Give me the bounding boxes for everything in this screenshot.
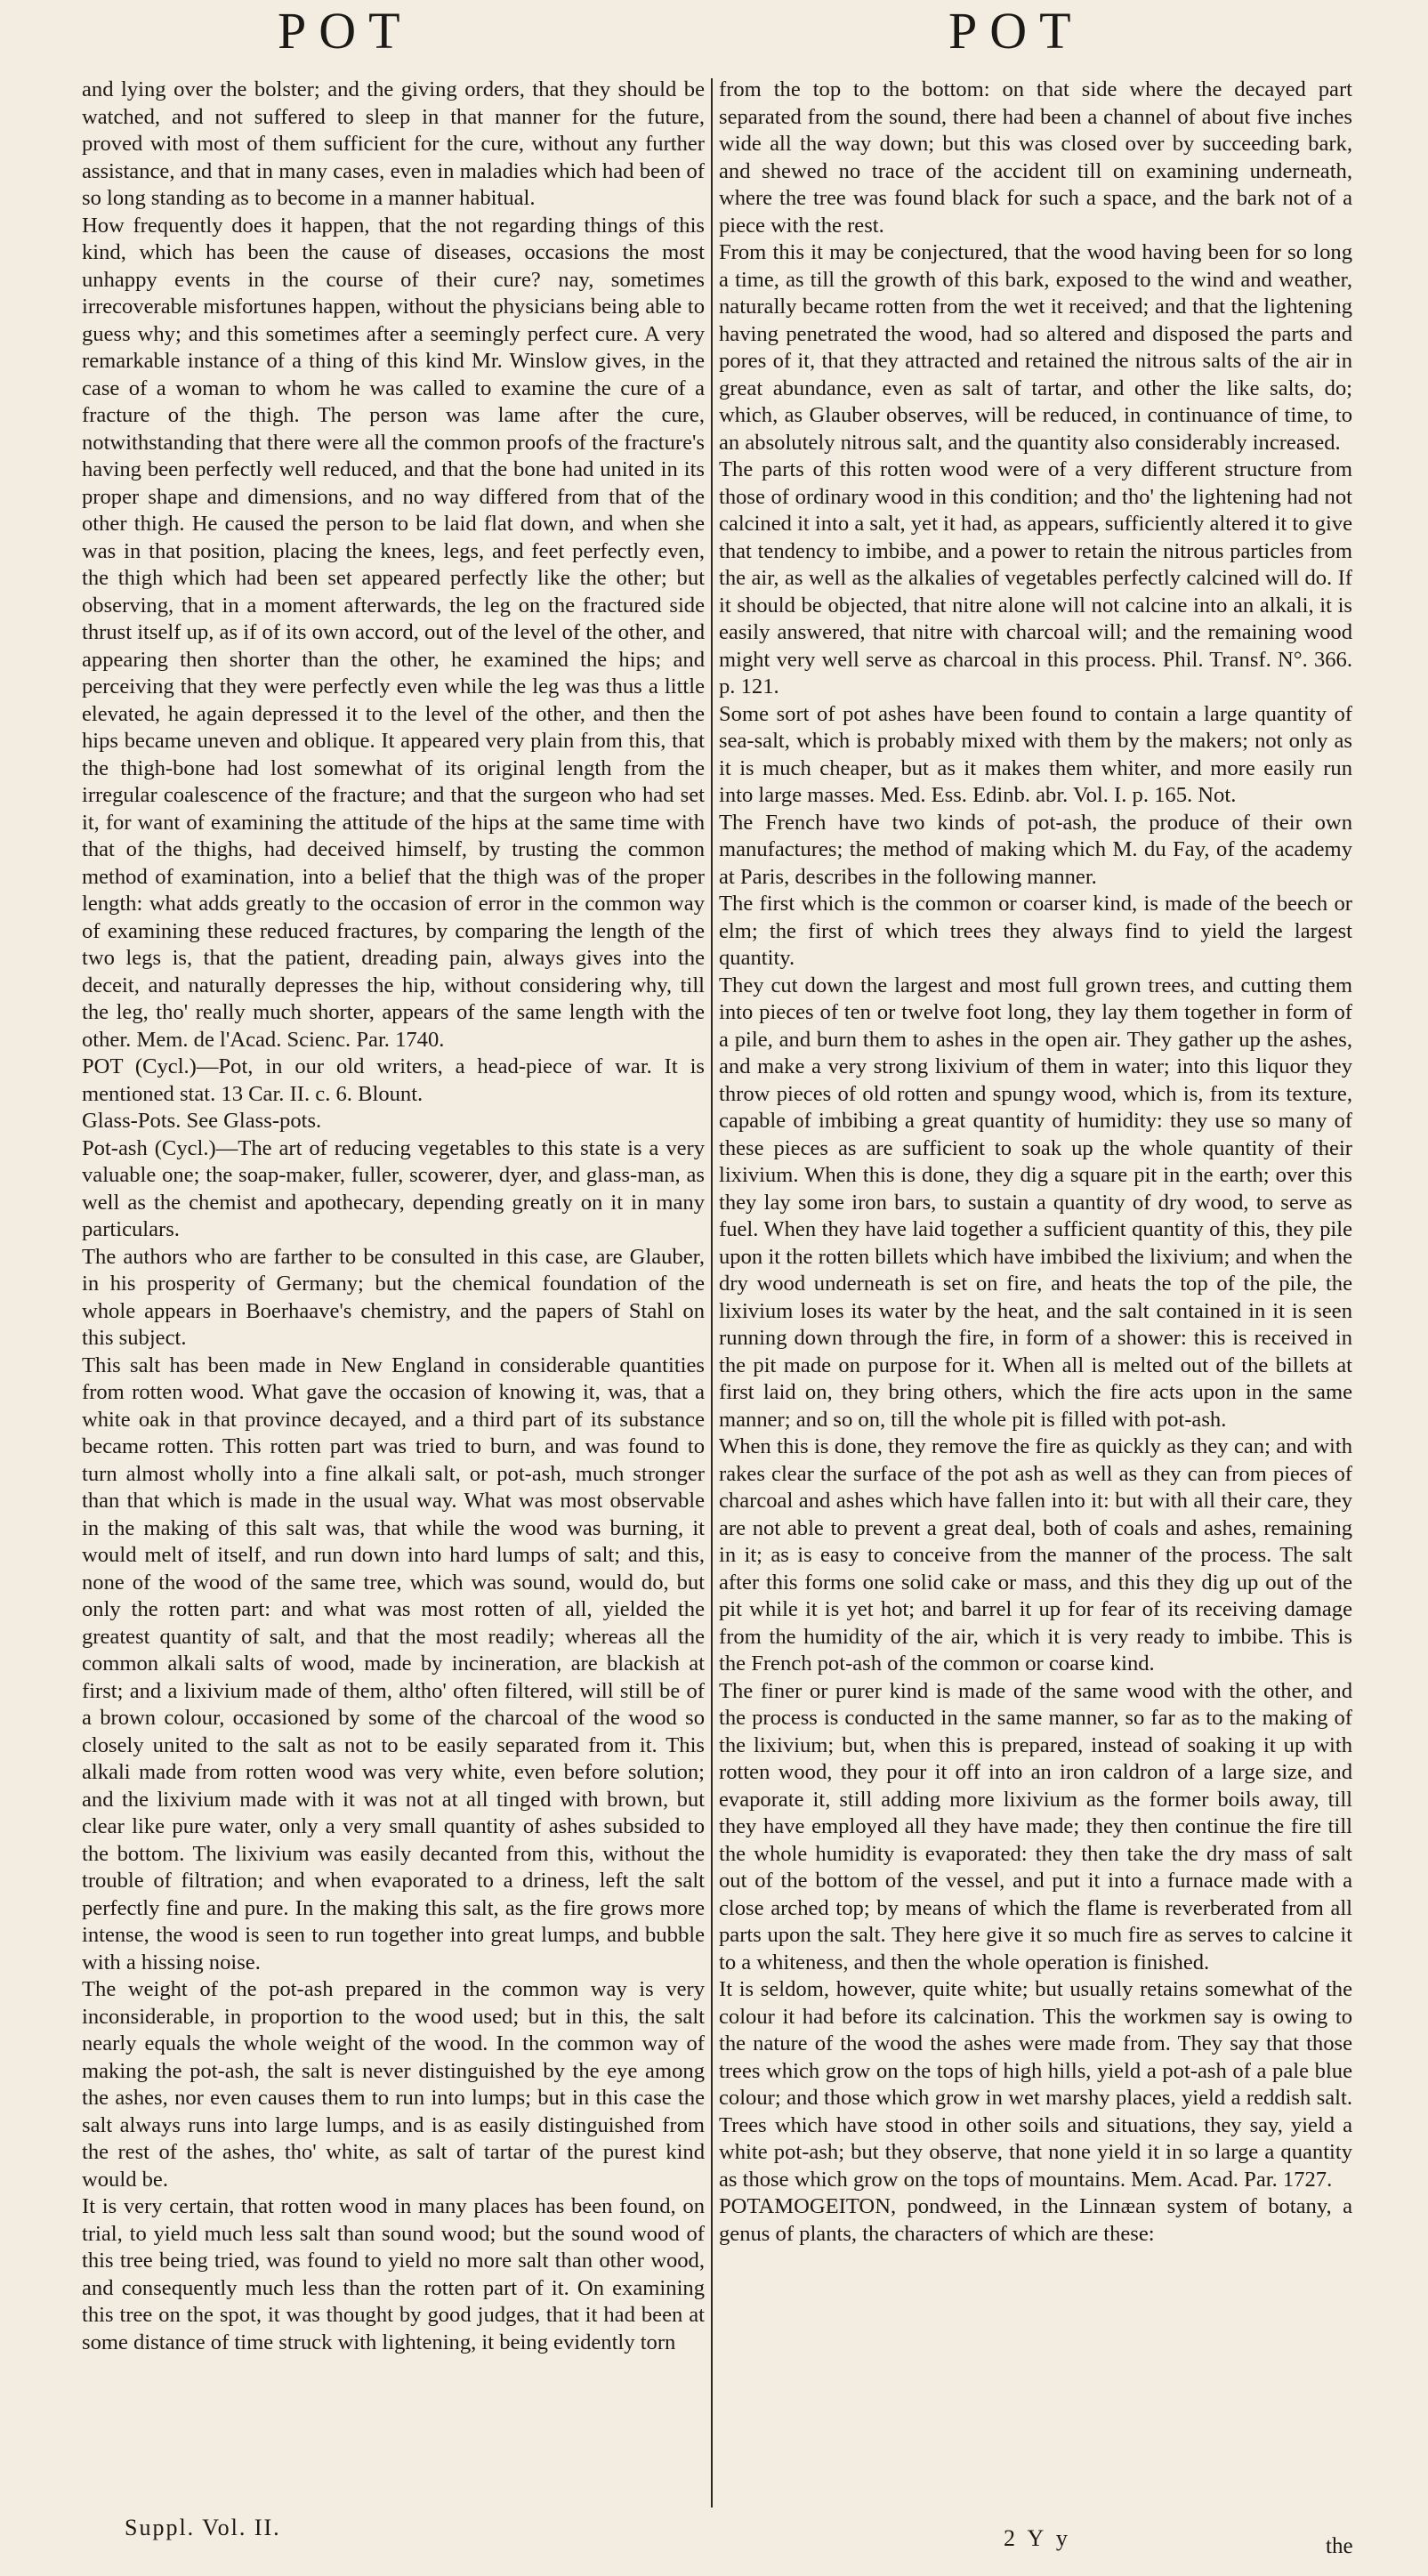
- paragraph: How frequently does it happen, that the not regarding things of this kind, which has been the cause of diseases, occasions the most unhappy events in the course of their cure? nay, sometimes irrecoverable misfortunes happen, without the physicians being able to guess why; and this sometimes after a seemingly perfect cure. A very remarkable instance of a thing of this kind Mr. Winslow gives, in the case of a woman to whom he was called to examine the cure of a fracture of the thigh. The person was lame after the cure, notwithstanding that there were all the common proofs of the fracture's having been perfectly well reduced, and that the bone had united in its proper shape and dimensions, and no way differed from that of the other thigh. He caused the person to be laid flat down, and when she was in that position, placing the knees, legs, and feet perfectly even, the thigh which had been set appeared perfectly like the other; but observing, that in a moment afterwards, the leg on the fractured side thrust itself up, as if of its own accord, out of the level of the other, and appearing then shorter than the other, he examined the hips; and perceiving that they were perfectly even while the leg was thus a little elevated, he again depressed it to the level of the other, and then the hips became uneven and oblique. It appeared very plain from this, that the thigh-bone had lost somewhat of its original length from the irregular coalescence of the fracture; and that the surgeon who had set it, for want of examining the attitude of the hips at the same time with that of the thighs, had deceived himself, by trusting the common method of examination, into a belief that the thigh was of the proper length: what adds greatly to the occasion of error in the common way of examining these reduced fractures, by comparing the length of the two legs is, that the patient, dreading pain, always gives into the deceit, and naturally depresses the hip, without considering why, till the leg, tho' really much shorter, appears of the same length with the other. Mem. de l'Acad. Scienc. Par. 1740.: [82, 213, 705, 1052]
- paragraph: The finer or purer kind is made of the same wood with the other, and the process is conducted in the same manner, so far as to the making of the lixivium; but, when this is prepared, instead of soaking it up with rotten wood, they pour it off into an iron caldron of a large size, and evaporate it, still adding more lixivium as the former boils away, till they have employed all they have made; they then continue the fire till the whole humidity is evaporated: they then take the dry mass of salt out of the bottom of the vessel, and put it into a furnace made with a close arched top; by means of which the flame is reverberated from all parts upon the salt. They here give it so much fire as serves to calcine it to a whiteness, and then the whole operation is finished.: [719, 1678, 1352, 1974]
- entry-potamogeiton: POTAMOGEITON, pondweed, in the Linnæan system of botany, a genus of plants, the characters of which are these:: [719, 2194, 1352, 2246]
- paragraph: It is very certain, that rotten wood in many places has been found, on trial, to yield much less salt than sound wood; but the sound wood of this tree being tried, was found to yield no more salt than other wood, and consequently much less than the rotten part of it. On examining this tree on the spot, it was thought by good judges, that it had been at some distance of time struck with lightening, it being evidently torn: [82, 2194, 705, 2354]
- paragraph: It is seldom, however, quite white; but usually retains somewhat of the colour it had before its calcination. This the workmen say is owing to the nature of the wood the ashes were made from. They say that those trees which grow on the tops of high hills, yield a pot-ash of a pale blue colour; and those which grow in wet marshy places, yield a reddish salt. Trees which have stood in other soils and situations, they say, yield a white pot-ash; but they observe, that none yield it in so large a quantity as those which grow on the tops of mountains. Mem. Acad. Par. 1727.: [719, 1977, 1352, 2192]
- paragraph: They cut down the largest and most full grown trees, and cutting them into pieces of ten or twelve foot long, they lay them together in form of a pile, and burn them to ashes in the open air. They gather up the ashes, and make a very strong lixivium of them in water; into this liquor they throw pieces of old rotten and spungy wood, which is, from its texture, capable of imbibing a great quantity of humidity: they use so many of these pieces as are sufficient to soak up the whole quantity of their lixivium. When this is done, they dig a square pit in the earth; over this they lay some iron bars, to sustain a quantity of dry wood, to serve as fuel. When they have laid together a sufficient quantity of this, they pile upon it the rotten billets which have imbibed the lixivium; and when the dry wood underneath is set on fire, and heats the top of the pile, the lixivium loses its water by the heat, and the salt contained in it is seen running down through the fire, in form of a shower: this is received in the pit made on purpose for it. When all is melted out of the billets at first laid on, they bring others, which the fire acts upon in the same manner; and so on, till the whole pit is filled with pot-ash.: [719, 973, 1352, 1432]
- entry-glass-pots: Glass-Pots. See Glass-pots.: [82, 1109, 322, 1133]
- paragraph: from the top to the bottom: on that side where the decayed part separated from the sound, there had been a channel of about five inches wide all the way down; but this was closed over by succeeding bark, and shewed no trace of the accident till on examining underneath, where the tree was found black for such a space, and the bark not of a piece with the rest.: [719, 77, 1352, 238]
- paragraph: This salt has been made in New England in considerable quantities from rotten wood. What gave the occasion of knowing it, was, that a white oak in that province decayed, and a third part of its substance became rotten. This rotten part was tried to burn, and was found to turn almost wholly into a fine alkali salt, or pot-ash, much stronger than that which is made in the usual way. What was most observable in the making of this salt was, that while the wood was burning, it would melt of itself, and run down into hard lumps of salt; and this, none of the wood of the same tree, which was sound, would do, but only the rotten part: and what was most rotten of all, yielded the greatest quantity of salt, and that the most readily; whereas all the common alkali salts of wood, made by incineration, are blackish at first; and a lixivium made of them, altho' often filtered, will still be of a brown colour, occasioned by some of the charcoal of the wood so closely united to the salt as not to be easily separated from it. This alkali made from rotten wood was very white, even before solution; and the lixivium made with it was not at all tinged with brown, but clear like pure water, only a very small quantity of ashes subsided to the bottom. The lixivium was easily decanted from this, without the trouble of filtration; and when evaporated to a driness, left the salt perfectly fine and pure. In the making this salt, as the fire grows more intense, the wood is seen to run together into great lumps, and bubble with a hissing noise.: [82, 1353, 705, 1974]
- paragraph: Some sort of pot ashes have been found to contain a large quantity of sea-salt, which is probably mixed with them by the makers; not only as it is much cheaper, but as it makes them whiter, and more easily run into large masses. Med. Ess. Edinb. abr. Vol. I. p. 165. Not.: [719, 701, 1352, 807]
- entry-pot-ash: Pot-ash (Cycl.)—The art of reducing vegetables to this state is a very valuable one; the soap-maker, fuller, scowerer, dyer, and glass-man, as well as the chemist and apothecary, depending greatly on it in many particulars.: [82, 1135, 705, 1241]
- paragraph: The weight of the pot-ash prepared in the common way is very inconsiderable, in proportion to the wood used; but in this, the salt nearly equals the whole weight of the wood. In the common way of making the pot-ash, the salt is never distinguished by the eye among the ashes, nor even causes them to run into lumps; but in this case the salt always runs into large lumps, and is as easily distinguished from the rest of the ashes, tho' white, as salt of tartar of the purest kind would be.: [82, 1977, 705, 2192]
- running-head-left: POT: [278, 2, 413, 60]
- paragraph: The authors who are farther to be consulted in this case, are Glauber, in his prosperity of Germany; but the chemical foundation of the whole appears in Boerhaave's chemistry, and the papers of Stahl on this subject.: [82, 1244, 705, 1350]
- paragraph: The first which is the common or coarser kind, is made of the beech or elm; the first of which trees they always find to yield the largest quantity.: [719, 892, 1352, 970]
- paragraph: When this is done, they remove the fire as quickly as they can; and with rakes clear the surface of the pot ash as well as they can from pieces of charcoal and ashes which have fallen into it: but with all their care, they are not able to prevent a great deal, both of coals and ashes, remaining in it; as is easy to conceive from the manner of the process. The salt after this forms one solid cake or mass, and this they dig up out of the pit while it is yet hot; and barrel it up for fear of its receiving damage from the humidity of the air, which it is very ready to imbibe. This is the French pot-ash of the common or coarse kind.: [719, 1434, 1352, 1676]
- signature-mark: 2 Y y: [1004, 2525, 1071, 2551]
- column-divider: [711, 78, 713, 2507]
- catchword: the: [1326, 2534, 1353, 2558]
- right-column: [719, 77, 1352, 2248]
- paragraph: The French have two kinds of pot-ash, the produce of their own manufactures; the method of making which M. du Fay, of the academy at Paris, describes in the following manner.: [719, 810, 1352, 889]
- paragraph: The parts of this rotten wood were of a very different structure from those of ordinary wood in this condition; and tho' the lightening had not calcined it into a salt, yet it had, as appears, sufficiently altered it to give that tendency to imbibe, and a power to retain the nitrous particles from the air, as well as the alkalies of vegetables perfectly calcined will do. If it should be objected, that nitre alone will not calcine into an alkali, it is easily answered, that nitre with charcoal will; and the remaining wood might very well serve as charcoal in this process. Phil. Transf. N°. 366. p. 121.: [719, 457, 1352, 699]
- paragraph: and lying over the bolster; and the giving orders, that they should be watched, and not suffered to sleep in that manner for the future, proved with most of them sufficient for the cure, without any further assistance, and that in many cases, even in maladies which had been of so long standing as to become in a manner habitual.: [82, 77, 705, 210]
- left-column: [82, 77, 705, 2356]
- entry-pot: POT (Cycl.)—Pot, in our old writers, a head-piece of war. It is mentioned stat. 13 Car. II. c. 6. Blount.: [82, 1054, 705, 1106]
- running-head-right: POT: [948, 2, 1084, 60]
- volume-signature: Suppl. Vol. II.: [125, 2515, 281, 2540]
- paragraph: From this it may be conjectured, that the wood having been for so long a time, as till the growth of this bark, exposed to the wind and weather, naturally became rotten from the wet it received; and that the lightening having penetrated the wood, had so altered and disposed the parts and pores of it, that they attracted and retained the nitrous salts of the air in great abundance, even as salt of tartar, and other the like salts, do; which, as Glauber observes, will be reduced, in continuance of time, to an absolutely nitrous salt, and the quantity also considerably increased.: [719, 240, 1352, 455]
